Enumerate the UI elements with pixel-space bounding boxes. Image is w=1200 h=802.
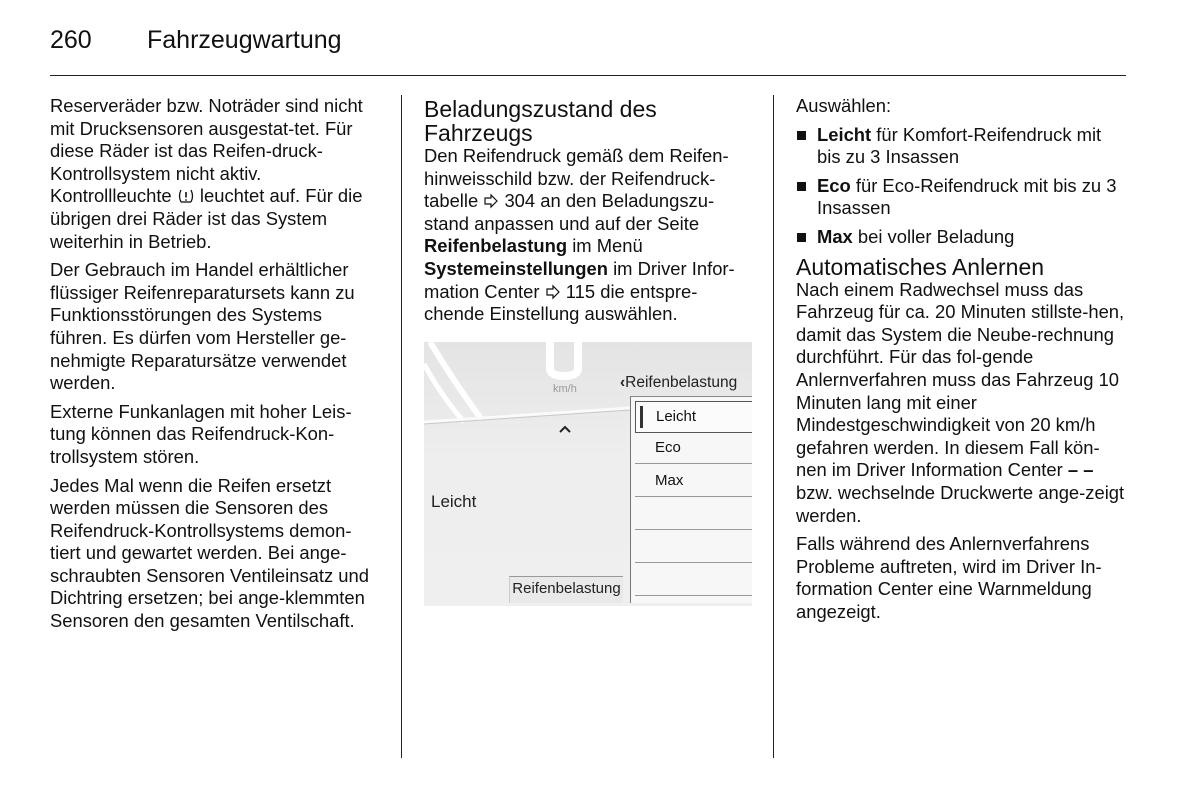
column-2 (424, 95, 756, 332)
menu-item-empty (635, 532, 752, 563)
paragraph-spare-wheels: Reserveräder bzw. Noträder sind nicht mit Drucksensoren ausgestat-tet. Für diese Räder ist das Reifen-druck-Kontrollsystem nicht aktiv. Kontrollleuchte leuchtet auf. Für die übrigen drei Räder ist das System weiterhin in Betrieb. (50, 95, 363, 252)
menu-item-leicht[interactable]: Leicht (635, 401, 752, 433)
bullet-square-icon (797, 233, 806, 242)
paragraph-warning-message: Falls während des Anlernverfahrens Probleme auftreten, wird im Driver In-formation Center eine Warnmeldung angezeigt. (796, 533, 1102, 622)
list-item: Leicht für Komfort-Reifendruck mit bis zu 3 Insassen (796, 124, 1126, 169)
header-divider (50, 75, 1126, 76)
load-options-list (796, 124, 1126, 249)
paragraph-load-state: Den Reifendruck gemäß dem Reifen-hinweisschild bzw. der Reifendruck-tabelle 304 an den Beladungszu-stand anpassen und auf der Seite Reifenbelastung im Menü Systemeinstellungen im Driver Infor-mation Center 115 die entspre-chende Einstellung auswählen. (424, 145, 735, 325)
tire-pressure-warning-icon (177, 187, 195, 205)
bullet-square-icon (797, 182, 806, 191)
paragraph-sensors: Jedes Mal wenn die Reifen ersetzt werden müssen die Sensoren des Reifendruck-Kontrollsystems demon-tiert und gewartet werden. Bei ange-schraubten Sensoren Ventileinsatz und Dichtring ersetzen; bei ange-klemmten Sensoren den gesamten Ventilschaft. (50, 474, 369, 632)
paragraph-radio-equipment: Externe Funkanlagen mit hoher Leis-tung können das Reifendruck-Kon-trollsystem stören. (50, 400, 352, 467)
display-back-header[interactable]: ‹Reifenbelastung (620, 374, 738, 391)
column-divider-1 (401, 95, 402, 758)
menu-item-eco[interactable]: Eco (635, 433, 752, 464)
menu-name-reifenbelastung: Reifenbelastung (424, 235, 568, 257)
driver-information-center-display (424, 342, 752, 606)
menu-item-empty (635, 565, 752, 596)
paragraph-repair-sets: Der Gebrauch im Handel erhältlicher flüssiger Reifenreparatursets kann zu Funktionsstörungen des Systems führen. Es dürfen vom Hersteller ge-nehmigte Reparatursätze verwendet werden. (50, 259, 355, 394)
chevron-left-icon: ‹ (620, 374, 626, 391)
dashes-indicator: – – (1067, 459, 1094, 481)
heading-load-state: Beladungszustand des Fahrzeugs (424, 96, 657, 146)
menu-item-empty (635, 499, 752, 530)
bullet-square-icon (797, 131, 806, 140)
heading-auto-learning: Automatisches Anlernen (796, 253, 1045, 280)
speed-unit: km/h (553, 383, 577, 395)
list-item: Eco für Eco-Reifendruck mit bis zu 3 Insassen (796, 175, 1126, 220)
page-reference-arrow-icon (545, 284, 561, 300)
page-title: Fahrzeugwartung (147, 26, 342, 54)
page-reference-arrow-icon (483, 193, 499, 209)
page-header (50, 24, 1126, 76)
load-setting-menu (630, 396, 752, 603)
current-load-label: Leicht (431, 492, 477, 511)
chevron-up-icon[interactable] (558, 424, 572, 434)
menu-name-systemeinstellungen: Systemeinstellungen (424, 257, 608, 279)
column-divider-2 (773, 95, 774, 758)
column-3 (796, 95, 1126, 629)
list-item: Max bei voller Beladung (796, 226, 1126, 249)
column-1 (50, 95, 382, 639)
menu-item-max[interactable]: Max (635, 466, 752, 497)
paragraph-auto-learning: Nach einem Radwechsel muss das Fahrzeug für ca. 20 Minuten stillste-hen, damit das System die Neube-rechnung durchführt. Für das fol-gende Anlernverfahren muss das Fahrzeug 10 Minuten lang mit einer Mindestgeschwindigkeit von 20 km/h gefahren werden. In diesem Fall kön-nen im Driver Information Center – – bzw. wechselnde Druckwerte ange-zeigt werden. (796, 278, 1125, 526)
page-number: 260 (50, 26, 92, 54)
display-bottom-tab[interactable]: Reifenbelastung (509, 576, 623, 603)
select-intro: Auswählen: (796, 95, 892, 116)
